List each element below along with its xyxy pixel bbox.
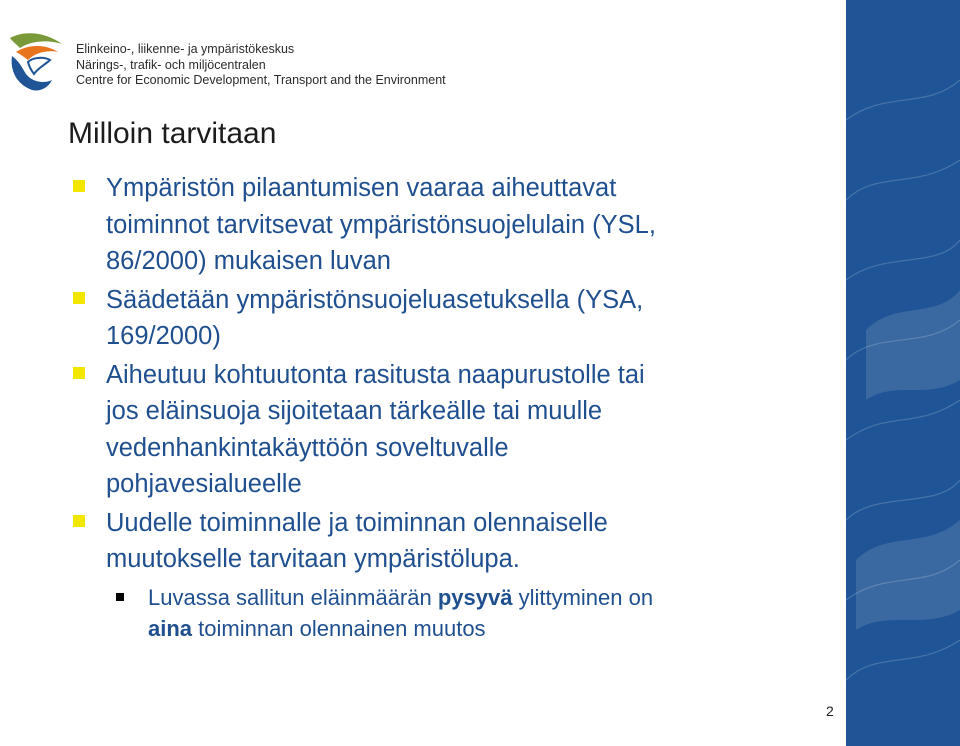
bullet-line: muutokselle tarvitaan ympäristölupa.: [106, 545, 520, 573]
ely-logo-icon: [6, 30, 64, 92]
bullet-item: [0, 357, 840, 503]
org-name-sv: Närings-, trafik- och miljöcentralen: [76, 57, 266, 72]
sub-bullet-line: [148, 582, 840, 613]
bullet-line: toiminnot tarvitsevat ympäristönsuojelulain (YSL,: [106, 210, 656, 239]
bullet-list: [0, 170, 840, 644]
emphasis-text: aina: [148, 615, 193, 641]
small-square-bullet-icon: [116, 593, 124, 601]
page-number: 2: [826, 703, 834, 719]
bullet-line: vedenhankintakäyttöön soveltuvalle: [106, 433, 509, 462]
sub-text: ylittyminen on: [512, 584, 654, 610]
organization-name: [76, 42, 446, 89]
sub-bullet-line: [148, 613, 840, 644]
org-name-fi: Elinkeino-, liikenne- ja ympäristökeskus: [76, 42, 295, 56]
square-bullet-icon: [73, 367, 85, 379]
bullet-line: Ympäristön pilaantumisen vaaraa aiheuttavat: [106, 174, 617, 202]
sub-bullet-item: [0, 582, 840, 644]
emphasis-text: pysyvä: [437, 584, 513, 610]
bullet-line: 169/2000): [106, 322, 221, 350]
bullet-line: jos eläinsuoja sijoitetaan tärkeälle tai muulle: [106, 397, 603, 425]
sub-text: Luvassa sallitun eläinmäärän: [148, 584, 438, 610]
square-bullet-icon: [73, 180, 85, 192]
bullet-line: Uudelle toiminnalle ja toiminnan olennaiselle: [106, 508, 608, 537]
side-decoration-band: [846, 0, 960, 746]
square-bullet-icon: [73, 515, 85, 527]
bullet-line: Säädetään ympäristönsuojeluasetuksella (YSA,: [106, 285, 644, 314]
sub-text: toiminnan olennainen muutos: [192, 615, 486, 641]
org-name-en: Centre for Economic Development, Transport and the Environment: [76, 73, 446, 87]
bullet-item: [0, 170, 840, 280]
bullet-item: [0, 282, 840, 355]
slide-title: Milloin tarvitaan: [68, 117, 277, 150]
bullet-item: [0, 505, 840, 578]
square-bullet-icon: [73, 292, 85, 304]
bullet-line: Aiheutuu kohtuutonta rasitusta naapurustolle tai: [106, 360, 645, 389]
bullet-line: 86/2000) mukaisen luvan: [106, 247, 391, 275]
bullet-line: pohjavesialueelle: [106, 470, 302, 498]
